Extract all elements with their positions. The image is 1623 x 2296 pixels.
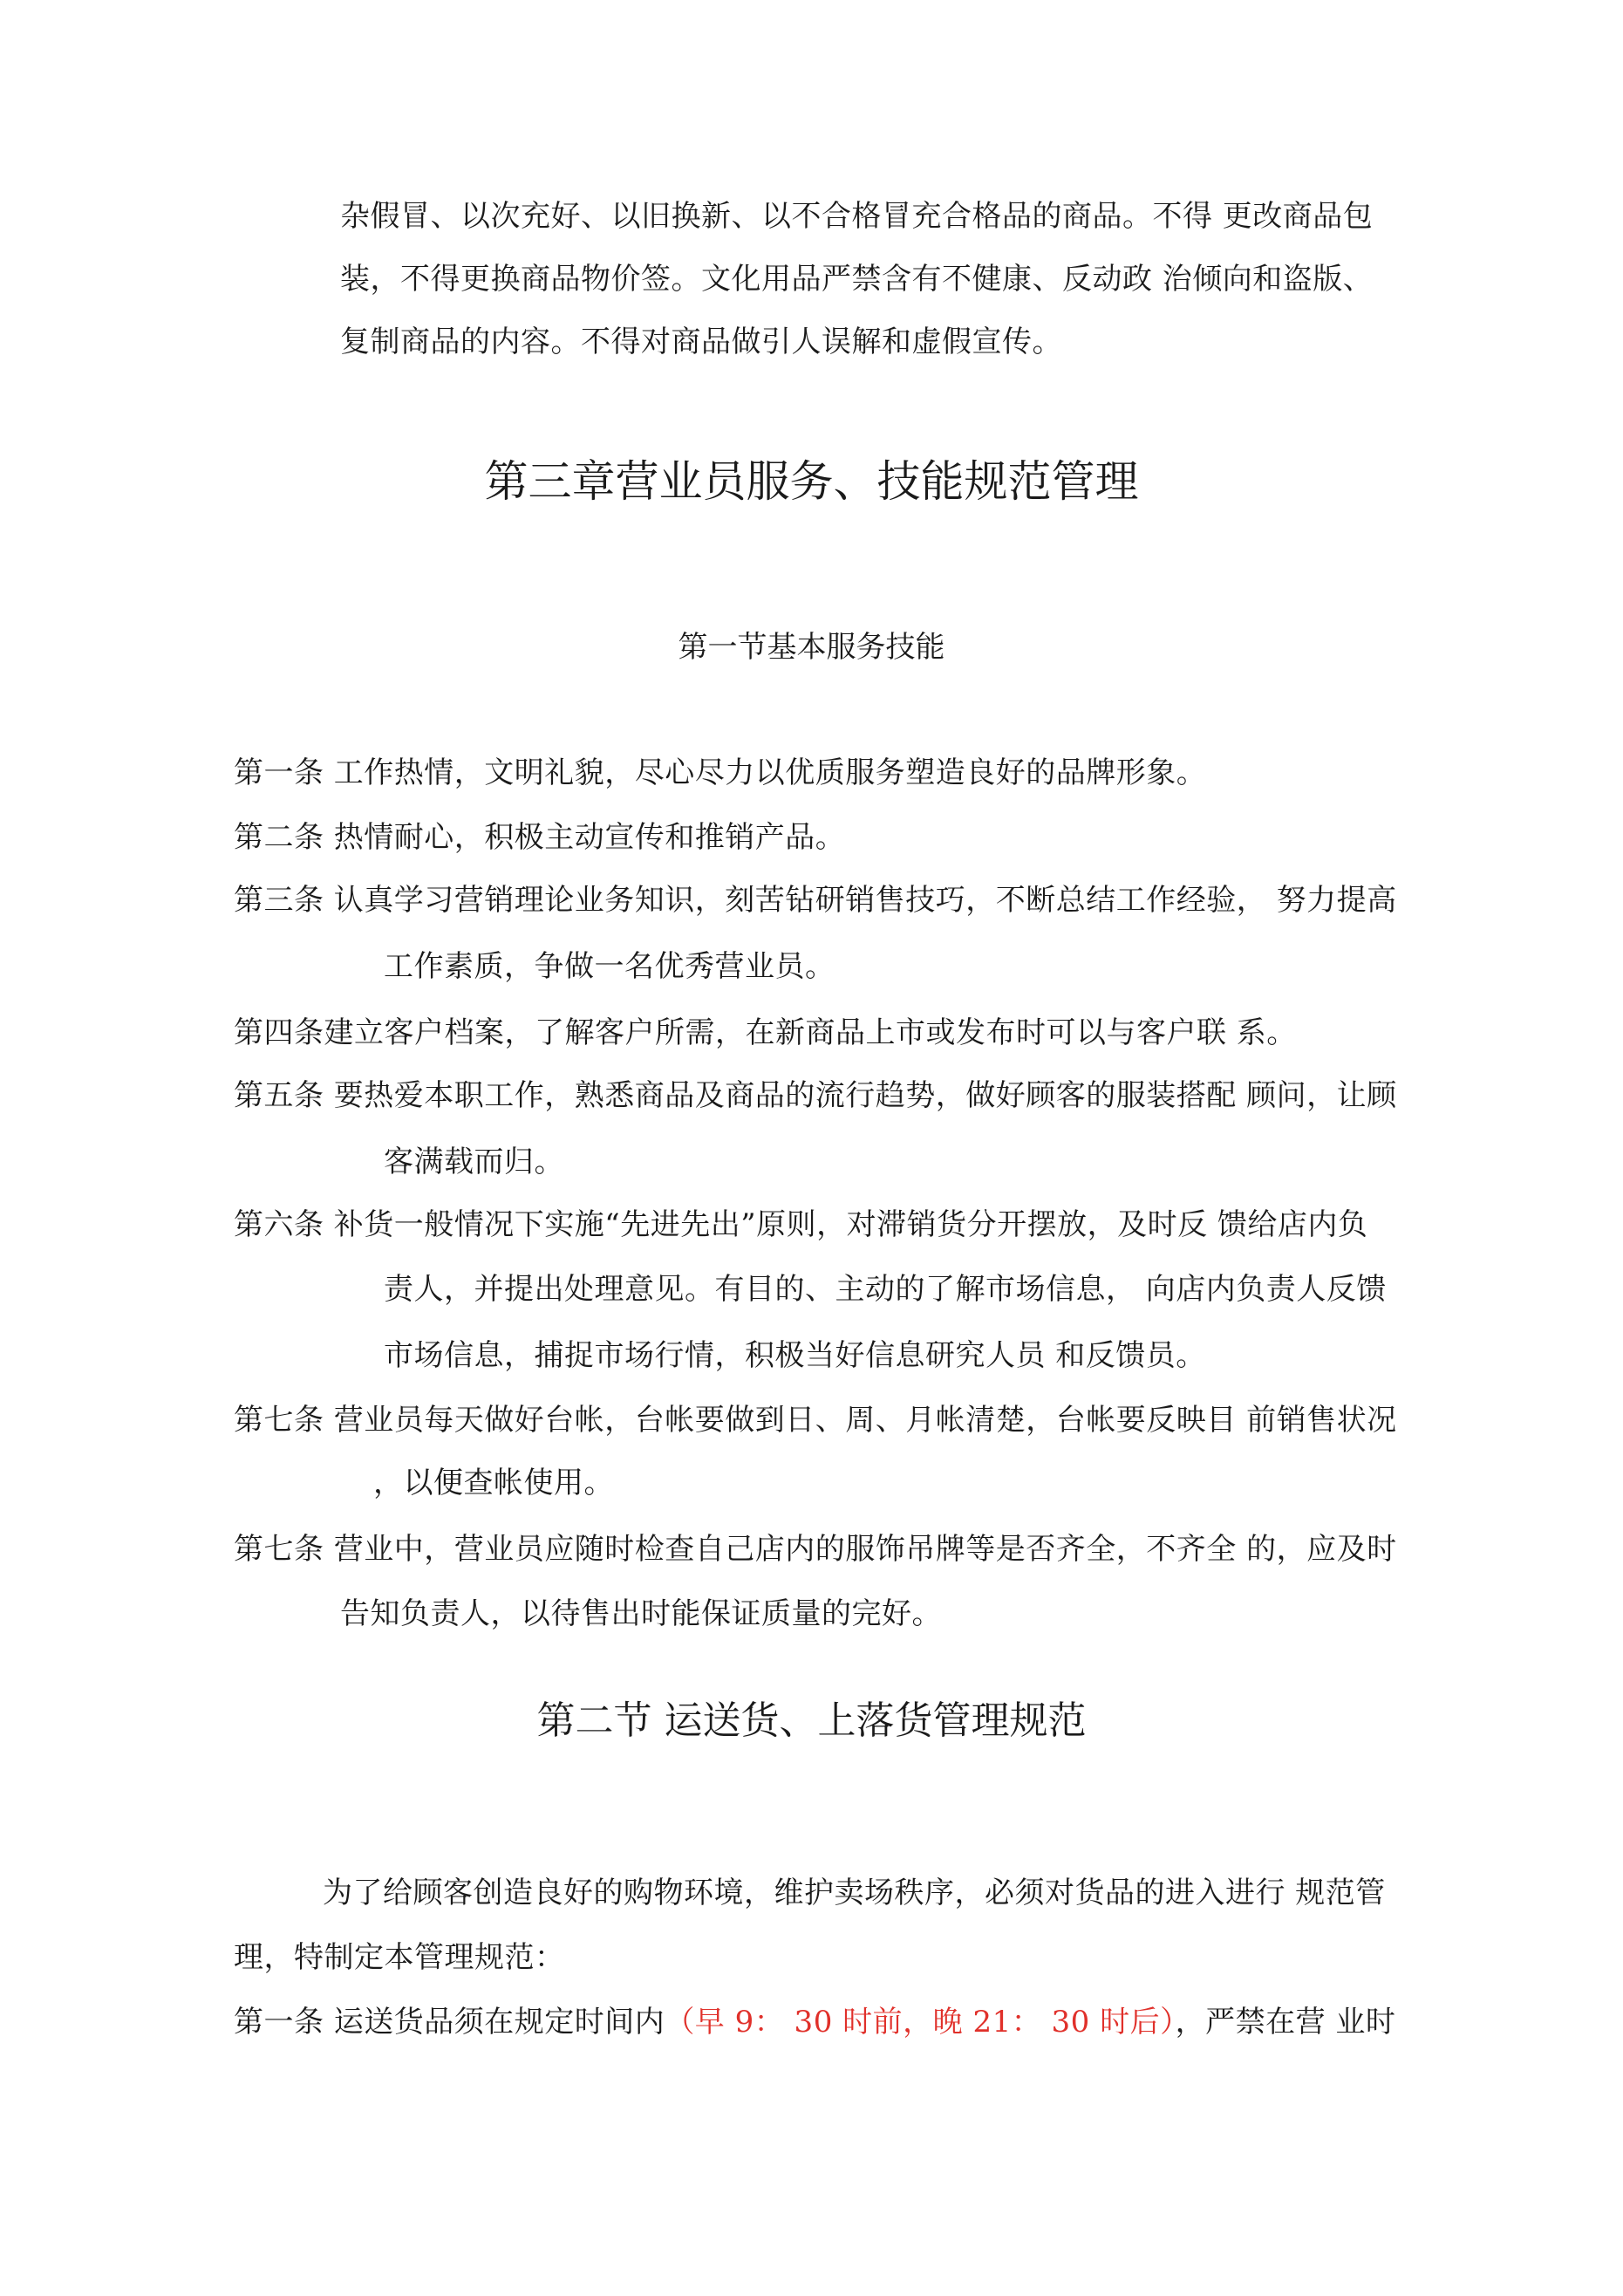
chapter-title: 第三章营业员服务、技能规范管理 xyxy=(484,456,1139,507)
section-2-article-1-prefix: 第一条 运送货品须在规定时间内 xyxy=(234,2005,665,2040)
section-2-intro-line-1: 为了给顾客创造良好的购物环境，维护卖场秩序，必须对货品的进入进行 规范管 xyxy=(323,1876,1386,1910)
article-3-line-2: 工作素质，争做一名优秀营业员。 xyxy=(384,949,835,984)
section-2-article-1-time-highlight: （早 9： 30 时前，晚 21： 30 时后） xyxy=(665,2005,1176,2040)
article-5-line-1: 第五条 要热爱本职工作，熟悉商品及商品的流行趋势，做好顾客的服装搭配 顾问，让顾 xyxy=(234,1078,1397,1113)
section-2-intro-line-2: 理，特制定本管理规范： xyxy=(234,1940,565,1975)
article-7-line-1: 第七条 营业员每天做好台帐，台帐要做到日、周、月帐清楚，台帐要反映目 前销售状况 xyxy=(234,1403,1397,1438)
article-8-line-1: 第七条 营业中，营业员应随时检查自己店内的服饰吊牌等是否齐全，不齐全 的，应及时 xyxy=(234,1532,1397,1567)
article-6-line-3: 市场信息，捕捉市场行情，积极当好信息研究人员 和反馈员。 xyxy=(384,1338,1206,1373)
intro-line-3: 复制商品的内容。不得对商品做引人误解和虚假宣传。 xyxy=(340,325,1062,359)
article-5-line-2: 客满载而归。 xyxy=(384,1145,564,1179)
article-3-line-1: 第三条 认真学习营销理论业务知识，刻苦钻研销售技巧，不断总结工作经验， 努力提高 xyxy=(234,883,1397,918)
section-1-title: 第一节基本服务技能 xyxy=(678,630,945,665)
article-1: 第一条 工作热情，文明礼貌，尽心尽力以优质服务塑造良好的品牌形象。 xyxy=(234,755,1207,790)
article-2: 第二条 热情耐心，积极主动宣传和推销产品。 xyxy=(234,820,846,855)
section-2-title: 第二节 运送货、上落货管理规范 xyxy=(536,1698,1087,1743)
article-4: 第四条建立客户档案，了解客户所需，在新商品上市或发布时可以与客户联 系。 xyxy=(234,1015,1297,1050)
article-8-line-2: 告知负责人，以待售出时能保证质量的完好。 xyxy=(340,1596,942,1631)
intro-line-2: 装，不得更换商品物价签。文化用品严禁含有不健康、反动政 治倾向和盗版、 xyxy=(340,262,1374,297)
article-6-line-1: 第六条 补货一般情况下实施“先进先出”原则，对滞销货分开摆放，及时反 馈给店内负 xyxy=(234,1207,1368,1242)
section-2-article-1-suffix: ，严禁在营 业时 xyxy=(1175,2005,1396,2040)
article-6-line-2: 责人，并提出处理意见。有目的、主动的了解市场信息， 向店内负责人反馈 xyxy=(384,1272,1387,1307)
intro-line-1: 杂假冒、以次充好、以旧换新、以不合格冒充合格品的商品。不得 更改商品包 xyxy=(340,199,1374,234)
article-7-line-2: ，以便查帐使用。 xyxy=(373,1466,614,1500)
section-2-article-1 xyxy=(234,2005,1395,2040)
